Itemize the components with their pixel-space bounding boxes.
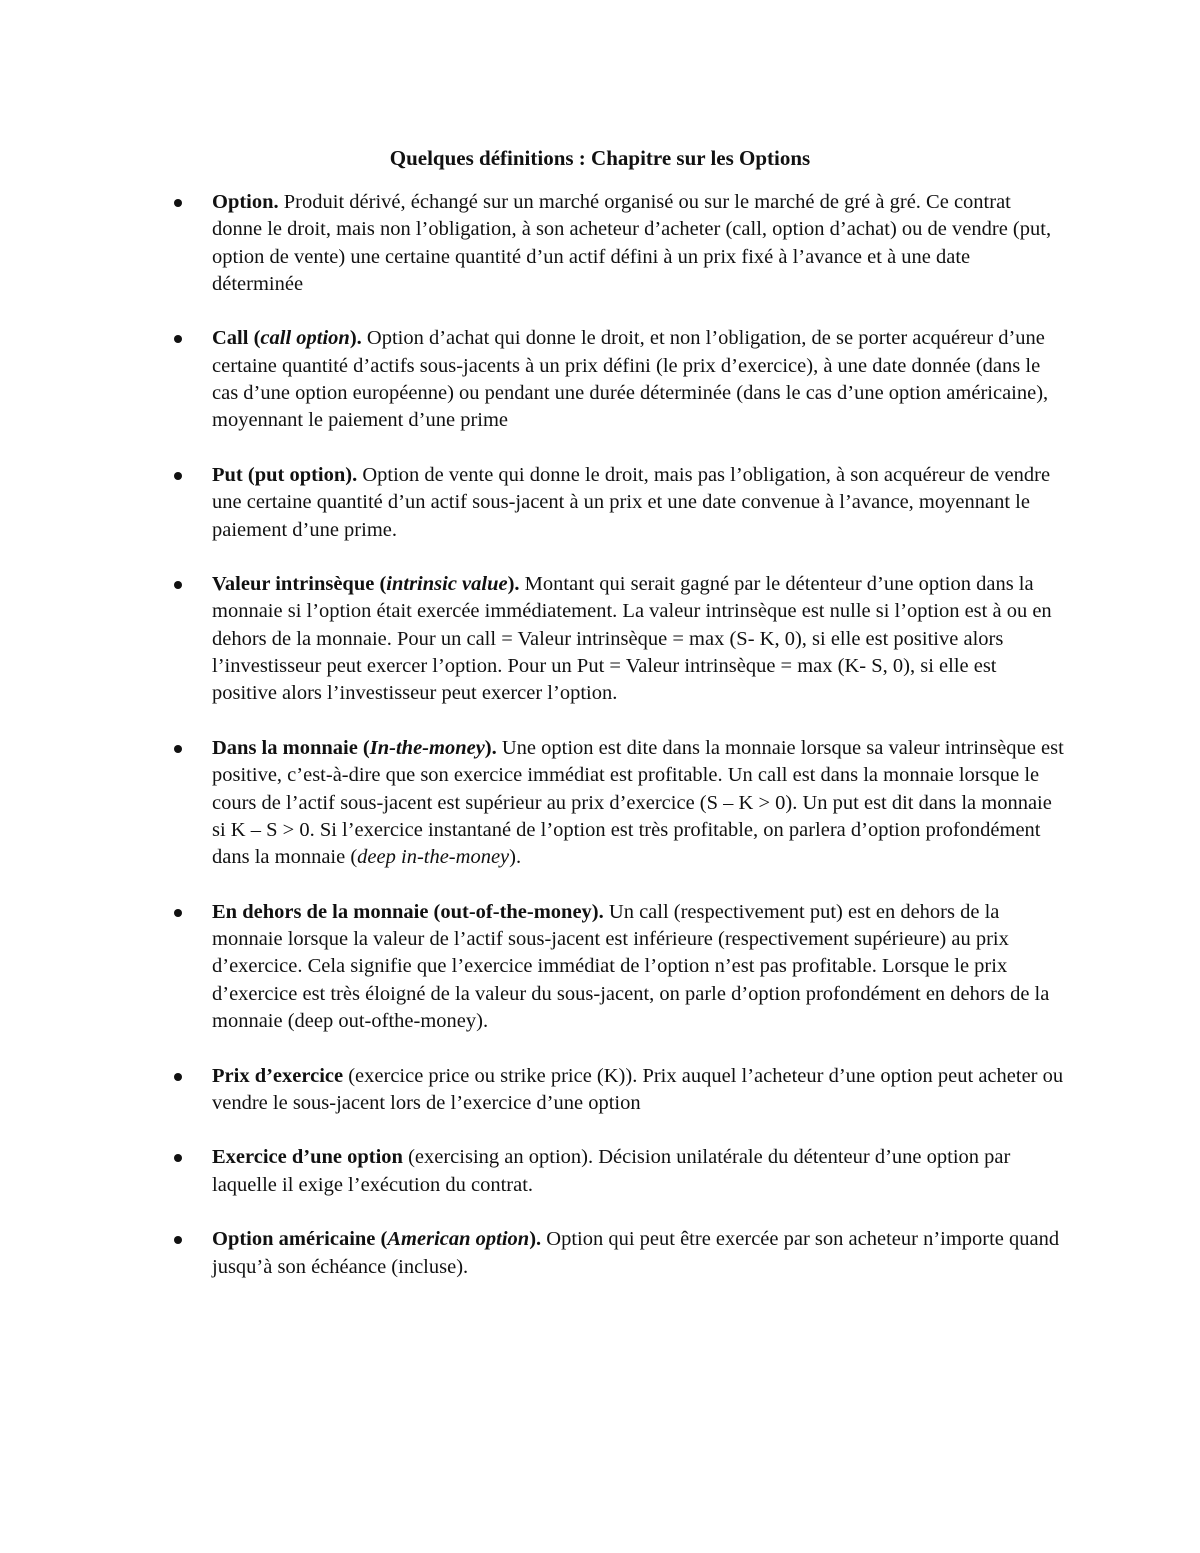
definition-body-italic: deep in-the-money [357,846,510,869]
definition-body: Option d’achat qui donne le droit, et non l’obligation, de se porter acquéreur d’une certaine quantité d’actifs sous-jacents à un prix défini (le prix d’exercice), à une date donnée (dans le cas d’une option européenne) ou pendant une durée déterminée (dans le cas d’une option américaine), moyennant le paiement d’une prime [212,327,1049,432]
definition-term [212,737,497,759]
bullet-icon [174,1073,182,1081]
definition-term-italic: In-the-money [369,736,485,759]
definition-term-text: Valeur intrinsèque ( [212,573,387,596]
bullet-icon [174,581,182,589]
definition-body: Une option est dite dans la monnaie lorsque sa valeur intrinsèque est positive, c’est-à-dire que son exercice immédiat est profitable. Un call est dans la monnaie lorsque le cours de l’actif sous-jacent est supérieur au prix d’exercice (S – K > 0). Un put est dit dans la monnaie si K – S > 0. Si l’exercice instantané de l’option est très profitable, on parlera d’option profondément dans la monnaie ( [212,736,1064,869]
definition-item-intrinsic-value [0,571,1200,707]
definition-item-in-the-money [0,735,1200,871]
definition-body-end: ). [509,846,522,869]
bullet-icon [174,745,182,753]
definition-term-text: Call ( [212,327,261,350]
definition-term-italic: call option [260,327,350,350]
definition-body: Un call (respectivement put) est en dehors de la monnaie lorsque la valeur de l’actif sous-jacent est inférieure (respectivement supérieure) au prix d’exercice. Cela signifie que l’exercice immédiat de l’option n’est pas profitable. Lorsque le prix d’exercice est très éloigné de la valeur du sous-jacent, on parle d’option profondément en dehors de la monnaie (deep out-ofthe-money). [212,900,1050,1032]
definition-term-text: Option américaine ( [212,1228,388,1251]
definition-body: Montant qui serait gagné par le détenteur d’une option dans la monnaie si l’option était exercée immédiatement. La valeur intrinsèque est nulle si l’option est à ou en dehors de la monnaie. Pour un call = Valeur intrinsèque = max (S- K, 0), si elle est positive alors l’investisseur peut exercer l’option. Pour un Put = Valeur intrinsèque = max (K- S, 0), si elle est positive alors l’investisseur peut exercer l’option. [212,573,1052,705]
definition-item-call [0,325,1200,434]
definition-item-exercising [0,1144,1200,1199]
page-title: Quelques définitions : Chapitre sur les Options [389,146,811,170]
definition-term-text: ). [484,736,497,759]
definition-term-text: Dans la monnaie ( [212,736,370,759]
definition-term-text: ). [507,573,520,596]
bullet-icon [174,1236,182,1244]
bullet-icon [174,335,182,343]
bullet-icon [174,199,182,207]
definitions-list [0,189,1200,1308]
definition-body: Option de vente qui donne le droit, mais pas l’obligation, à son acquéreur de vendre une certaine quantité d’un actif sous-jacent à un prix et une date convenue à l’avance, moyennant le paiement d’une prime. [212,463,1051,541]
definition-body: (exercice price ou strike price (K)). Prix auquel l’acheteur d’une option peut acheter ou vendre le sous-jacent lors de l’exercice d’une option [212,1064,1064,1114]
definition-term: Put (put option). [212,463,358,486]
definition-body: Produit dérivé, échangé sur un marché organisé ou sur le marché de gré à gré. Ce contrat donne le droit, mais non l’obligation, à son acheteur d’acheter (call, option d’achat) ou de vendre (put, option de vente) une certaine quantité d’un actif défini à un prix fixé à l’avance et à une date déterminée [212,191,1052,295]
definition-term-italic: intrinsic value [386,573,508,596]
definition-term-italic: American option [387,1228,530,1251]
definition-item-option [0,189,1200,298]
definition-term-text: ). [349,327,362,350]
definition-term: En dehors de la monnaie (out-of-the-money). [212,900,604,923]
bullet-icon [174,472,182,480]
bullet-icon [174,909,182,917]
definition-term [212,327,362,349]
definition-item-american-option [0,1226,1200,1281]
definition-item-put [0,462,1200,544]
definition-item-strike-price [0,1063,1200,1118]
bullet-icon [174,1154,182,1162]
definition-item-out-of-the-money [0,899,1200,1035]
definition-term: Option. [212,191,279,213]
definition-term: Prix d’exercice [212,1064,344,1087]
definition-body: Option qui peut être exercée par son acheteur n’importe quand jusqu’à son échéance (incluse). [212,1228,1060,1278]
definition-body: (exercising an option). Décision unilatérale du détenteur d’une option par laquelle il exige l’exécution du contrat. [212,1146,1011,1196]
definition-term [212,573,520,595]
definition-term [212,1228,541,1250]
definition-term-text: ). [529,1228,542,1251]
definition-term: Exercice d’une option [212,1146,403,1169]
